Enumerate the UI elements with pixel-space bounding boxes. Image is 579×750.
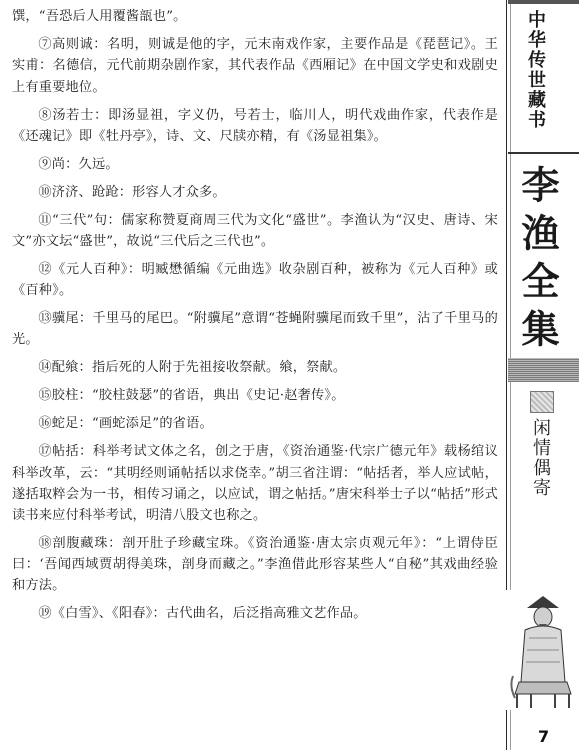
note-10: ⑩济济、跄跄：形容人才众多。 — [38, 184, 226, 200]
section-title: 闲情偶寄 — [530, 418, 551, 498]
note-18: ⑱剖腹藏珠：剖开肚子珍藏宝珠。《资治通鉴·唐太宗贞观元年》：“上谓侍臣曰：‘吾闻西域贾胡得美珠，剖身而藏之。”李渔借此形容某些人“自秘”其戏曲经验和方法。 — [12, 536, 498, 594]
note-17: ⑰帖括：科举考试文体之名，创之于唐，《资治通鉴·代宗广德元年》载杨绾议科举改革，云：“其明经则诵帖括以求侥幸。”胡三省注谓：“帖括者，举人应试帖，遂括取粹会为一书，相传习诵之，以应试，谓之帖括。”唐宋科举士子以“帖括”形式读书来应付科举考试，明清八股文也称之。 — [12, 444, 498, 524]
note-7: ⑦高则诚：名明，则诚是他的字，元末南戏作家，主要作品是《琵琶记》。王实甫：名德信，元代前期杂剧作家，其代表作品《西厢记》在中国文学史和戏剧史上有重要地位。 — [12, 37, 498, 95]
seal-icon — [530, 391, 554, 413]
note-14: ⑭配飨：指后死的人附于先祖接收祭献。飨，祭献。 — [38, 360, 347, 376]
scholar-portrait-icon — [505, 590, 579, 710]
note-9: ⑨尚：久远。 — [38, 156, 119, 172]
note-15: ⑮胶柱：“胶柱鼓瑟”的省语，典出《史记·赵奢传》。 — [38, 388, 345, 404]
note-12: ⑫《元人百种》：明臧懋循编《元曲选》收杂剧百种，被称为《元人百种》或《百种》。 — [12, 262, 498, 299]
book-title: 李渔全集 — [515, 165, 560, 357]
series-title: 中华传世藏书 — [525, 10, 546, 130]
note-11: ⑪“三代”句：儒家称赞夏商周三代为文化“盛世”。李渔认为“汉史、唐诗、宋文”亦文坛“盛世”，故说“三代后之三代也”。 — [12, 212, 498, 250]
note-continuation: 馔，“吾恐后人用覆酱瓿也”。 — [12, 9, 187, 24]
note-8: ⑧汤若士：即汤显祖，字义仍，号若士，临川人，明代戏曲作家，代表作是《还魂记》即《牡丹亭》，诗、文、尺牍亦精，有《汤显祖集》。 — [12, 107, 498, 144]
note-19: ⑲《白雪》、《阳春》：古代曲名，后泛指高雅文艺作品。 — [38, 606, 367, 622]
note-16: ⑯蛇足：“画蛇添足”的省语。 — [38, 416, 213, 432]
sidebar-rule — [508, 152, 579, 154]
page-number: 7 — [538, 727, 550, 746]
sidebar-top-bar — [508, 0, 579, 4]
note-13: ⑬骥尾：千里马的尾巴。“附骥尾”意谓“苍蝇附骥尾而致千里”，沾了千里马的光。 — [12, 311, 498, 348]
decorative-stripe — [508, 358, 579, 382]
annotation-notes — [12, 6, 498, 631]
